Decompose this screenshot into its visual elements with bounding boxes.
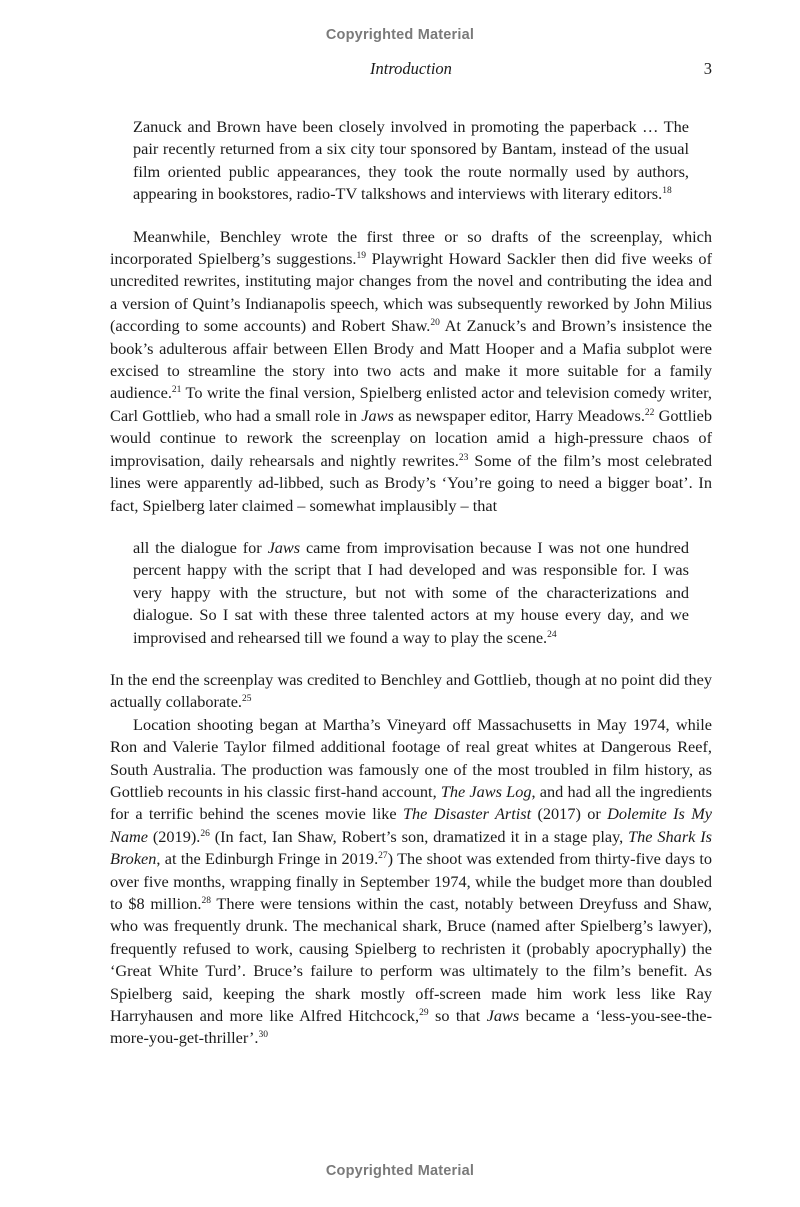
- paragraph-screenplay-credit: In the end the screenplay was credited to Benchley and Gottlieb, though at no point did they actually collaborate.$^{25}$: [110, 669, 712, 712]
- italic-title: The Jaws Log: [440, 781, 532, 801]
- footnote-marker: 23: [458, 452, 469, 463]
- page-number: 3: [703, 59, 712, 78]
- footnote-marker: 24: [547, 629, 557, 640]
- blockquote-zanuck-brown: Zanuck and Brown have been closely involved in promoting the paperback … The pair recently returned from a six city tour sponsored by Bantam, instead of the usual film oriented public appearances, they took the route normally used by authors, appearing in bookstores, radio-TV talkshows and interviews with literary editors.$^{18}$: [133, 117, 689, 204]
- running-head: [110, 59, 712, 81]
- footnote-marker: 25: [242, 694, 252, 705]
- footnote-marker: 27: [378, 851, 388, 862]
- italic-title: Jaws: [267, 537, 301, 557]
- footnote-marker: 28: [201, 896, 211, 906]
- paragraph-location-shooting: Location shooting began at Martha’s Vineyard off Massachusetts in May 1974, while Ron and Valerie Taylor filmed additional footage of real great whites at Dangerous Reef, South Australia. The production was famously one of the most troubled in film history, as Gottlieb recounts in his classic first-hand account, The Jaws Log, and had all the ingredients for a terrific behind the scenes movie like The Disaster Artist (2017) or Dolemite Is My Name (2019).$^{26}$ (In fact, Ian Shaw, Robert’s son, dramatized it in a stage play, The Shark Is Broken, at the Edinburgh Fringe in 2019.27) The shoot was extended from thirty-five days to over five months, wrapping finally in September 1974, while the budget more than doubled to $8 million.$^{28}$ There were tensions within the cast, notably between Dreyfuss and Shaw, who was frequently drunk. The mechanical shark, Bruce (named after Spielberg’s lawyer), frequently refused to work, causing Spielberg to rechristen it (probably apocryphally) the ‘Great White Turd’. Bruce’s failure to perform was ultimately to the film’s benefit. As Spielberg said, keeping the shark mostly off-screen made him work less like Ray Harryhausen and more like Alfred Hitchcock,$^{29}$ so that Jaws became a ‘less-you-see-the-more-you-get-thriller’.$^{30}$: [110, 714, 713, 1048]
- footnote-marker: 18: [662, 186, 672, 197]
- blockquote-spielberg: all the dialogue for Jaws came from improvisation because I was not one hundred percent happy with the script that I had developed and was responsible for. I was very happy with the structure, but not with some of the characterizations and dialogue. So I sat with these three talented actors at my house every day, and we improvised and rehearsed till we found a way to play the scene.$^{24}$: [133, 537, 690, 647]
- italic-title: The Shark Is Broken: [110, 826, 712, 869]
- footnote-marker: 22: [644, 407, 655, 418]
- chapter-title: Introduction: [370, 59, 452, 78]
- italic-title: Dolemite Is My Name: [110, 804, 712, 846]
- paragraph-screenplay-drafts: Meanwhile, Benchley wrote the first three or so drafts of the screenplay, which incorporated Spielberg’s suggestions.$^{19}$ Playwright Howard Sackler then did five weeks of uncredited rewrites, instituting major changes from the novel and contributing the idea and a version of Quint’s Indianapolis speech, which was subsequently reworked by John Milius (according to some accounts) and Robert Shaw.$^{20}$ At Zanuck’s and Brown’s insistence the book’s adulterous affair between Ellen Brody and Matt Hooper and a Mafia subplot were excised to streamline the story into two acts and make it more suitable for a family audience.$^{21}$ To write the final version, Spielberg enlisted actor and television comedy writer, Carl Gottlieb, who had a small role in Jaws as newspaper editor, Harry Meadows.$^{22}$ Gottlieb would continue to rework the screenplay on location amid a high-pressure chaos of improvisation, daily rehearsals and nightly rewrites.$^{23}$ Some of the film’s most celebrated lines were apparently ad-libbed, such as Brody’s ‘You’re going to need a bigger boat’. In fact, Spielberg later claimed – somewhat implausibly – that: [110, 226, 712, 515]
- italic-title: Jaws: [361, 405, 394, 425]
- footnote-marker: 19: [356, 251, 367, 262]
- copyright-watermark-top: Copyrighted Material: [325, 27, 475, 43]
- footnote-marker: 29: [419, 1008, 429, 1019]
- page-body: [110, 116, 712, 1050]
- footnote-marker: 20: [430, 318, 440, 329]
- footnote-marker: 30: [258, 1030, 268, 1041]
- italic-title: The Disaster Artist: [402, 804, 532, 824]
- footnote-marker: 21: [171, 385, 182, 396]
- copyright-watermark-bottom: Copyrighted Material: [325, 1163, 475, 1179]
- footnote-marker: 26: [200, 828, 210, 839]
- italic-title: Jaws: [486, 1006, 520, 1026]
